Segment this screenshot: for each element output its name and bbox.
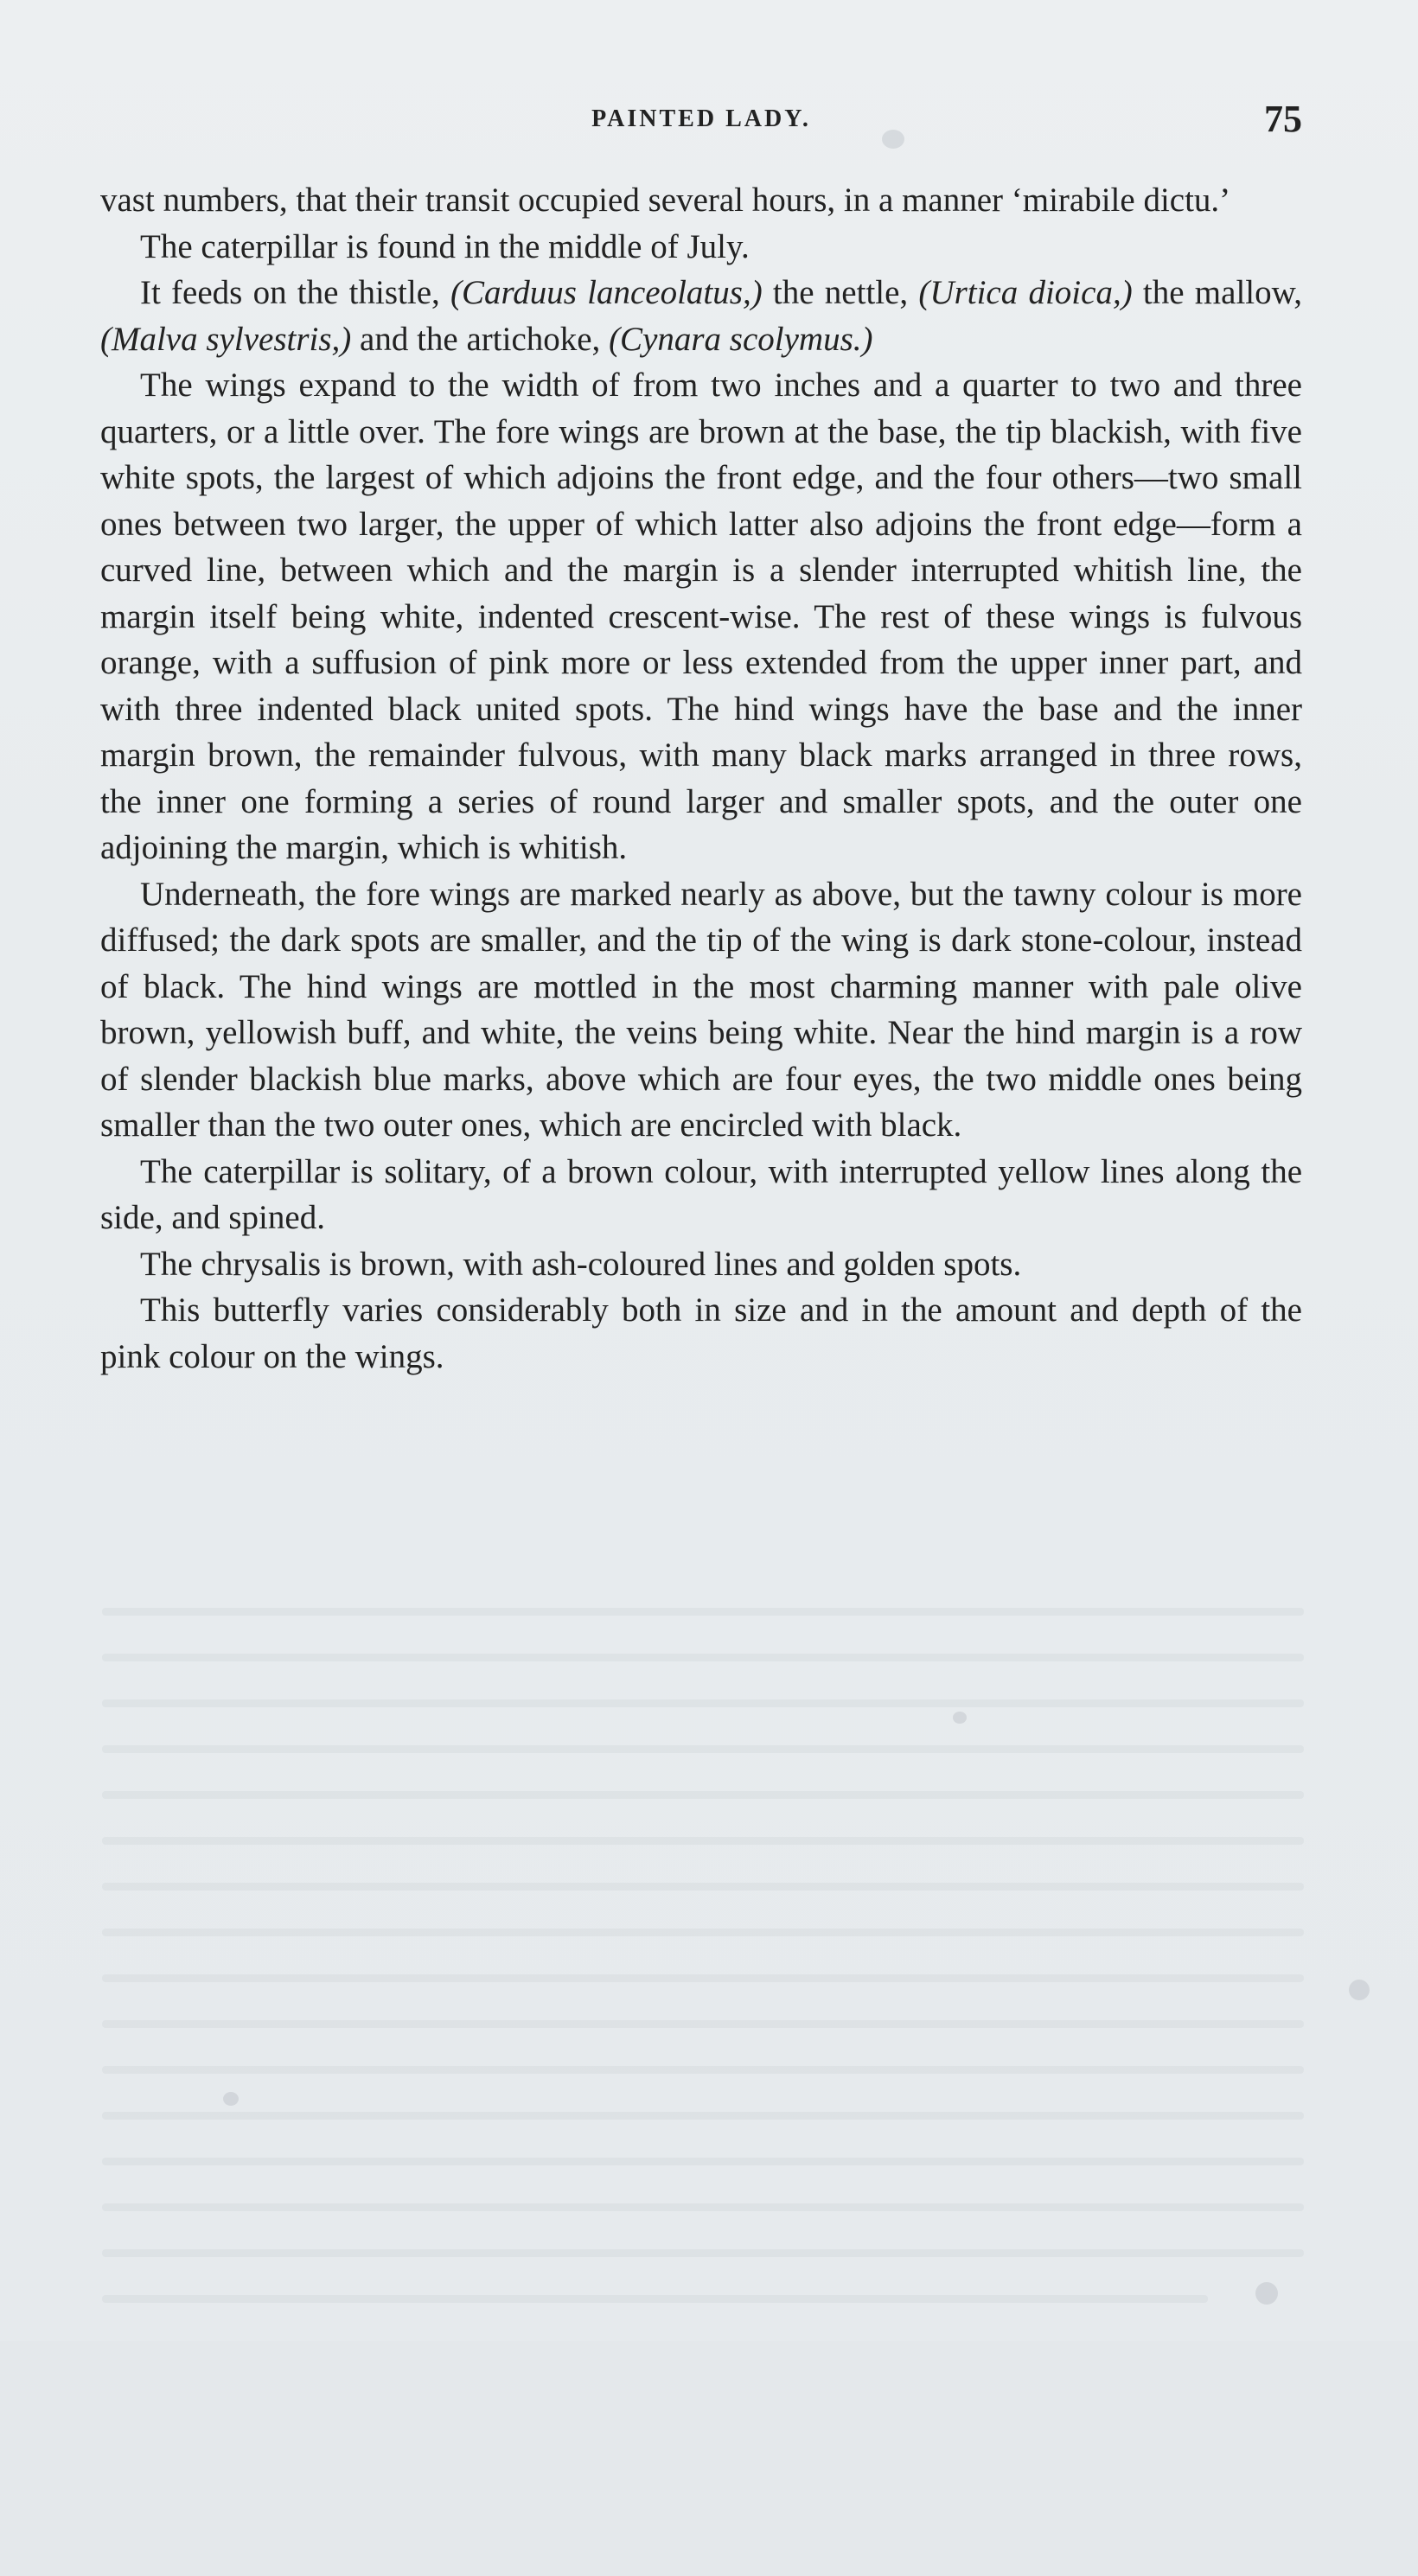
show-through-line (102, 1608, 1304, 1616)
paragraph (100, 871, 1302, 1149)
text-run: The chrysalis is brown, with ash-coloured lines and golden spots. (140, 1245, 1022, 1283)
paper-blemish (223, 2092, 239, 2106)
show-through-line (102, 1745, 1304, 1753)
text-run: and the artichoke, (351, 320, 610, 358)
paragraph (100, 224, 1302, 271)
text-run: Underneath, the fore wings are marked nearly as above, but the tawny colour is more diffused; the dark spots are smaller, and the tip of the wing is dark stone-colour, instead of black. The hind wings are mottled in the most charming manner with pale olive brown, yellowish buff, and white, the veins being white. Near the hind margin is a row of slender blackish blue marks, above which are four eyes, the two middle ones being smaller than the two outer ones, which are encircled with black. (100, 875, 1302, 1144)
show-through-line (102, 2203, 1304, 2211)
italic-species-name: (Urtica dioica,) (918, 274, 1133, 311)
show-through-text (102, 1608, 1304, 2576)
show-through-line (102, 2295, 1208, 2303)
text-run: This butterfly varies considerably both in size and in the amount and depth of the pink colour on the wings. (100, 1291, 1302, 1375)
paragraph (100, 177, 1302, 224)
running-title: PAINTED LADY. (591, 105, 811, 132)
text-run: the mallow, (1132, 274, 1302, 311)
text-run: The caterpillar is found in the middle of July. (140, 227, 750, 265)
paper-blemish (953, 1712, 967, 1724)
italic-species-name: (Carduus lanceolatus,) (450, 274, 763, 311)
paper-blemish (1349, 1980, 1370, 2000)
paragraph (100, 270, 1302, 362)
text-run: It feeds on the thistle, (140, 274, 450, 311)
show-through-line (102, 1699, 1304, 1707)
paragraph (100, 362, 1302, 871)
show-through-line (102, 1929, 1304, 1936)
show-through-line (102, 1883, 1304, 1891)
text-run: The wings expand to the width of from two inches and a quarter to two and three quarters, or a little over. The fore wings are brown at the base, the tip blackish, with five white spots, the largest of which adjoins the front edge, and the four others—two small ones between two larger, the upper of which latter also adjoins the front edge—form a curved line, between which and the margin is a slender interrupted whitish line, the margin itself being white, indented crescent-wise. The rest of these wings is fulvous orange, with a suffusion of pink more or less extended from the upper inner part, and with three indented black united spots. The hind wings have the base and the inner margin brown, the remainder fulvous, with many black marks arranged in three rows, the inner one forming a series of round larger and smaller spots, and the outer one adjoining the margin, which is whitish. (100, 367, 1302, 866)
paragraph (100, 1149, 1302, 1241)
page-number: 75 (1264, 98, 1302, 140)
show-through-line (102, 2066, 1304, 2074)
paper-blemish (1255, 2282, 1278, 2305)
show-through-line (102, 1791, 1304, 1799)
show-through-line (102, 2158, 1304, 2165)
show-through-line (102, 1654, 1304, 1661)
paragraph (100, 1241, 1302, 1288)
text-run: vast numbers, that their transit occupied several hours, in a manner ‘mirabile dictu.’ (100, 182, 1231, 219)
show-through-line (102, 1837, 1304, 1845)
italic-species-name: (Malva sylvestris,) (100, 320, 352, 358)
show-through-line (102, 2020, 1304, 2028)
paper-blemish (882, 130, 904, 149)
text-run: The caterpillar is solitary, of a brown colour, with interrupted yellow lines along the side, and spined. (100, 1152, 1302, 1236)
body-text (100, 177, 1302, 1380)
text-run: the nettle, (762, 274, 919, 311)
italic-species-name: (Cynara scolymus.) (609, 320, 873, 358)
page-header (100, 97, 1302, 149)
show-through-line (102, 1974, 1304, 1982)
paragraph (100, 1287, 1302, 1380)
show-through-line (102, 2112, 1304, 2120)
show-through-line (102, 2249, 1304, 2257)
